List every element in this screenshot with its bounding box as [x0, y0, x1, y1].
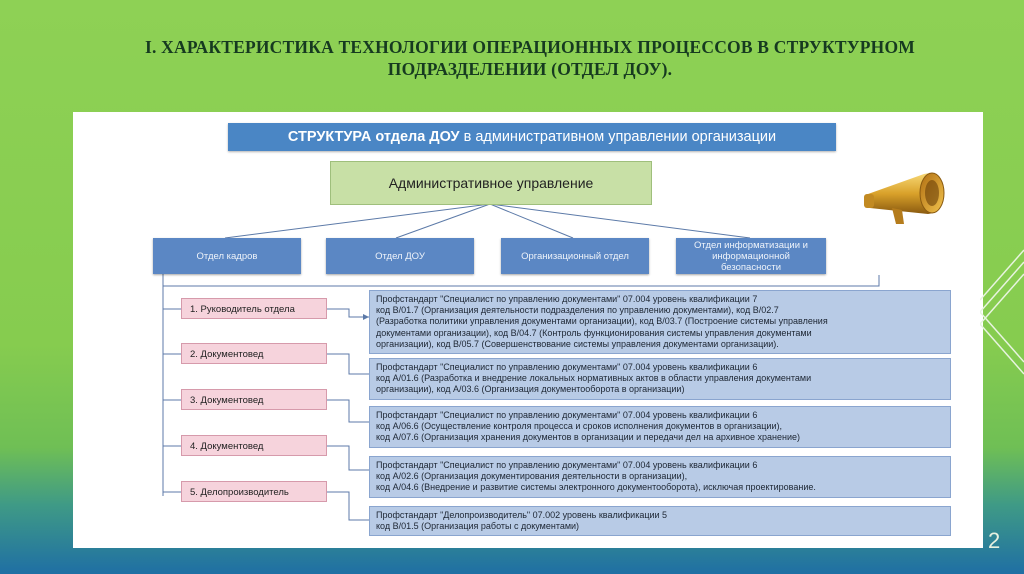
admin-management-node: Административное управление	[330, 161, 652, 205]
page-number: 2	[988, 528, 1001, 553]
standard-3-line: Профстандарт "Специалист по управлению документами" 07.004 уровень квалификации 6	[376, 410, 758, 420]
standard-2-line: Профстандарт "Специалист по управлению документами" 07.004 уровень квалификации 6	[376, 362, 758, 372]
role-document-specialist-2: 3. Документовед	[181, 389, 327, 410]
dept-it-security: Отдел информатизации и информационной безопасности	[676, 238, 826, 274]
dept-organizational: Организационный отдел	[501, 238, 649, 274]
standard-block-4	[369, 456, 951, 498]
role-clerk: 5. Делопроизводитель	[181, 481, 327, 502]
slide-title-line2: ПОДРАЗДЕЛЕНИИ (ОТДЕЛ ДОУ).	[387, 59, 673, 79]
dept-hr: Отдел кадров	[153, 238, 301, 274]
role-document-specialist-3: 4. Документовед	[181, 435, 327, 456]
slide-title-line1: I. ХАРАКТЕРИСТИКА ТЕХНОЛОГИИ ОПЕРАЦИОННЫХ ПРОЦЕССОВ В СТРУКТУРНОМ	[145, 37, 915, 57]
standard-5-line: Профстандарт "Делопроизводитель" 07.002 уровень квалификации 5	[376, 510, 668, 520]
standard-5-line: код В/01.5 (Организация работы с документами)	[376, 521, 580, 532]
standard-2-line: код А/01.6 (Разработка и внедрение локальных нормативных актов в области управления документами	[376, 373, 812, 384]
diagram-panel	[73, 112, 983, 548]
standard-1-line: документами организации), код В/04.7 (Контроль функционирования системы управления документами	[376, 327, 812, 338]
role-head-of-department: 1. Руководитель отдела	[181, 298, 327, 319]
standard-3-line: код А/06.6 (Осуществление контроля процесса и сроков исполнения документов в организации),	[376, 421, 782, 432]
standard-4-line: код А/04.6 (Внедрение и развитие системы электронного документооборота), исключая проектирование.	[376, 482, 816, 493]
standard-1-line: (Разработка политики управления документами организации), код В/03.7 (Построение системы управления	[376, 316, 828, 327]
decorative-stripes-icon	[980, 230, 1024, 380]
header-bold: СТРУКТУРА отдела ДОУ	[287, 129, 460, 145]
structure-header	[228, 123, 836, 151]
slide-title	[60, 36, 1000, 80]
standard-block-3	[369, 406, 951, 448]
standard-2-line: организации), код А/03.6 (Организация документооборота в организации)	[376, 384, 685, 395]
megaphone-icon	[862, 168, 954, 232]
standard-block-2	[369, 358, 951, 400]
standard-3-line: код А/07.6 (Организация хранения документов в организации и передачи дел на архивное хранение)	[376, 432, 801, 443]
standard-1-line: организации), код В/05.7 (Совершенствование системы управления документами организации).	[376, 338, 779, 349]
standard-block-1	[369, 290, 951, 354]
dept-doc-management: Отдел ДОУ	[326, 238, 474, 274]
standard-1-line: код В/01.7 (Организация деятельности подразделения по управлению документами), код В/02.7	[376, 305, 779, 316]
header-rest: в административном управлении организации	[459, 129, 777, 145]
role-document-specialist-1: 2. Документовед	[181, 343, 327, 364]
standard-block-5	[369, 506, 951, 536]
standard-4-line: Профстандарт "Специалист по управлению документами" 07.004 уровень квалификации 6	[376, 460, 758, 470]
standard-4-line: код А/02.6 (Организация документирования деятельности в организации),	[376, 471, 688, 482]
standard-1-line: Профстандарт "Специалист по управлению документами" 07.004 уровень квалификации 7	[376, 294, 758, 304]
